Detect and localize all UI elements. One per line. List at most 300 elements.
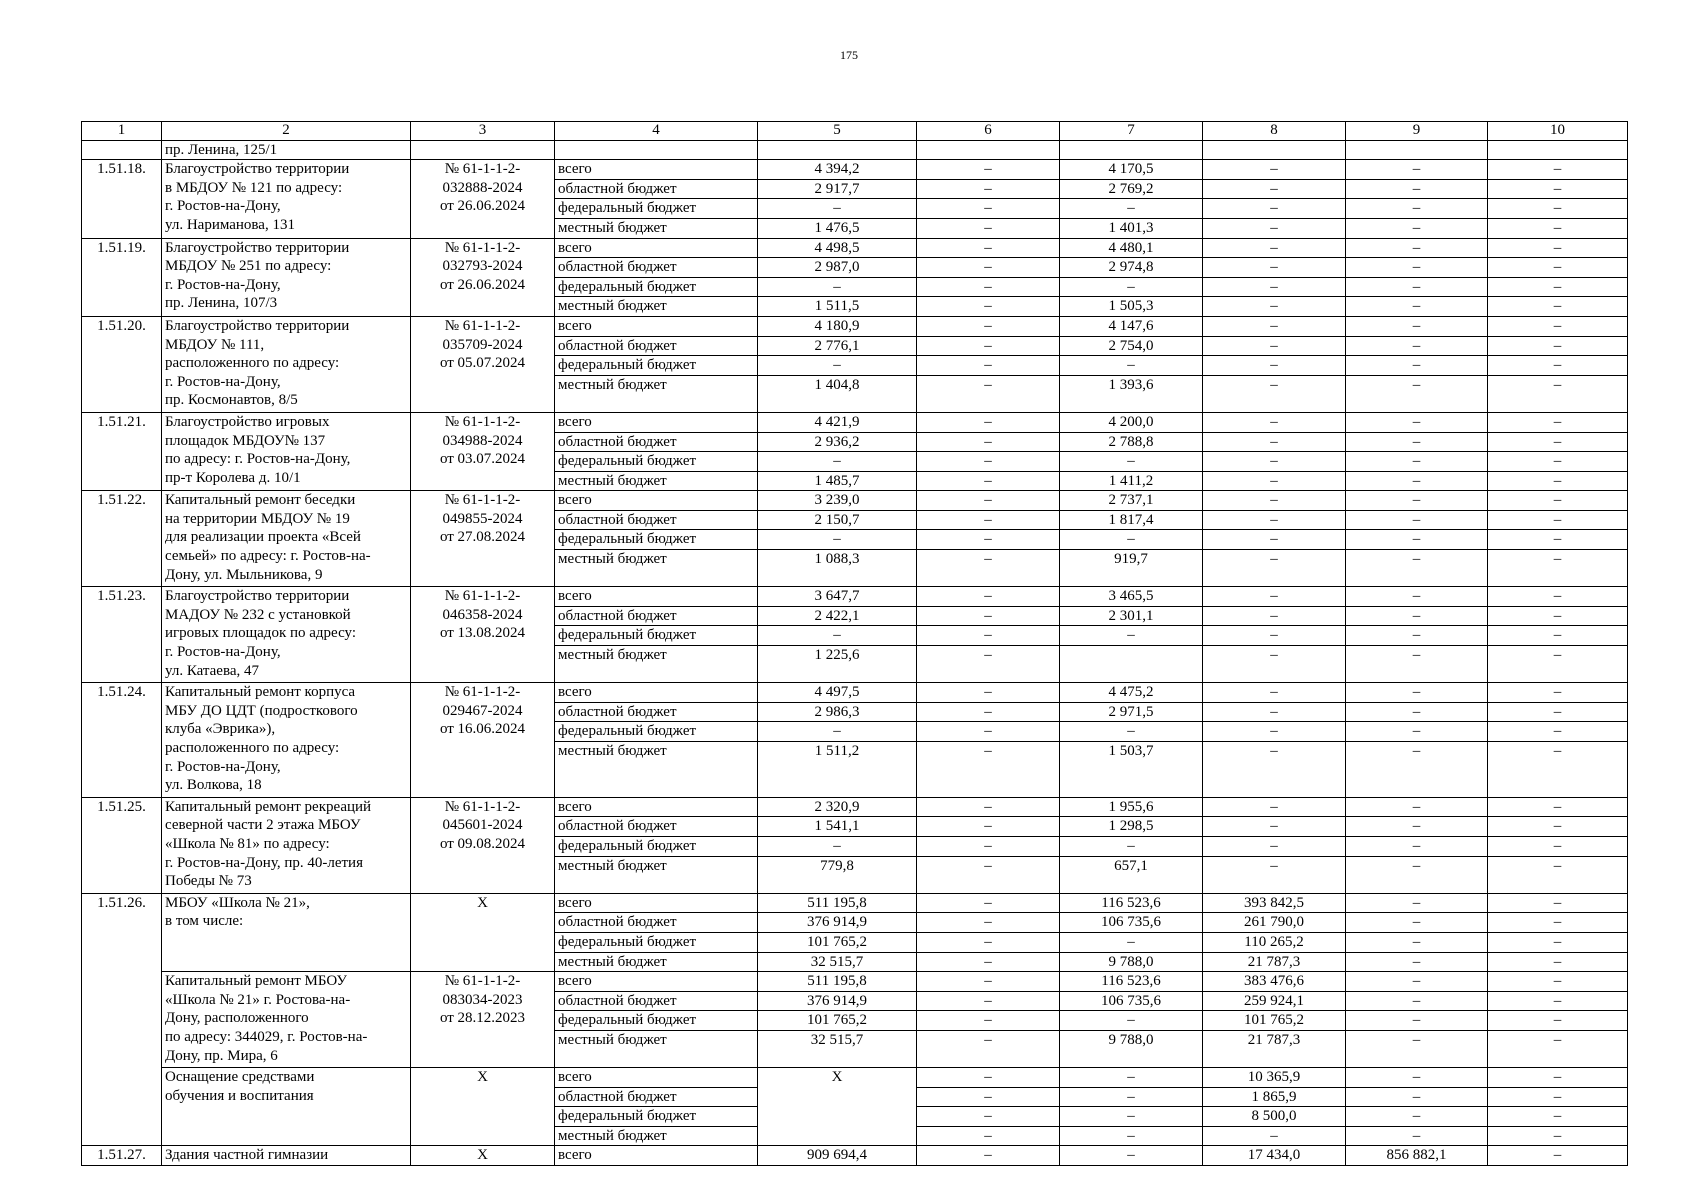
value-cell: 511 195,8 (758, 972, 917, 992)
value-cell: – (1346, 1068, 1488, 1088)
item-doc: № 61-1-1-2- 035709-2024 от 05.07.2024 (411, 316, 555, 412)
value-cell: – (917, 471, 1060, 491)
table-cell (555, 140, 758, 160)
budget-label: всего (555, 160, 758, 180)
value-cell: 383 476,6 (1203, 972, 1346, 992)
value-cell: – (1488, 1107, 1628, 1127)
value-cell: – (917, 238, 1060, 258)
value-cell: – (1346, 471, 1488, 491)
value-cell: 116 523,6 (1060, 972, 1203, 992)
value-cell: 1 865,9 (1203, 1087, 1346, 1107)
value-cell: – (917, 972, 1060, 992)
value-cell: – (1488, 1087, 1628, 1107)
item-name: Здания частной гимназии (162, 1146, 411, 1166)
value-cell: – (1346, 316, 1488, 336)
value-cell: 2 936,2 (758, 432, 917, 452)
value-cell: – (1346, 530, 1488, 550)
value-cell: 8 500,0 (1203, 1107, 1346, 1127)
value-cell: – (1488, 297, 1628, 317)
value-cell: – (1203, 797, 1346, 817)
value-cell: – (917, 1126, 1060, 1146)
value-cell: – (917, 550, 1060, 587)
value-cell: – (1346, 1126, 1488, 1146)
value-cell: 2 150,7 (758, 510, 917, 530)
value-cell: 4 421,9 (758, 412, 917, 432)
table-row (82, 160, 1628, 180)
value-cell: – (917, 606, 1060, 626)
value-cell: – (917, 297, 1060, 317)
value-cell: – (1203, 856, 1346, 893)
value-cell: – (917, 893, 1060, 913)
value-cell: – (1203, 702, 1346, 722)
value-cell: – (917, 1030, 1060, 1067)
value-cell: – (1203, 683, 1346, 703)
value-cell: – (1346, 626, 1488, 646)
value-cell: – (1203, 452, 1346, 472)
value-cell: – (1203, 530, 1346, 550)
item-number: 1.51.21. (82, 412, 162, 490)
value-cell: – (1346, 797, 1488, 817)
table-cell (82, 140, 162, 160)
value-cell: 1 401,3 (1060, 218, 1203, 238)
value-cell: – (758, 452, 917, 472)
value-cell: – (1203, 179, 1346, 199)
table-row (82, 683, 1628, 703)
value-cell: 657,1 (1060, 856, 1203, 893)
value-cell: 106 735,6 (1060, 913, 1203, 933)
item-doc: № 61-1-1-2- 032888-2024 от 26.06.2024 (411, 160, 555, 238)
table-row (82, 238, 1628, 258)
value-cell: – (917, 587, 1060, 607)
value-cell: 32 515,7 (758, 952, 917, 972)
value-cell: – (1060, 452, 1203, 472)
value-cell: – (1346, 1011, 1488, 1031)
value-cell: 4 200,0 (1060, 412, 1203, 432)
value-cell: – (1488, 722, 1628, 742)
value-cell: – (1346, 160, 1488, 180)
value-cell: 1 511,2 (758, 742, 917, 798)
value-cell: – (1488, 179, 1628, 199)
table-row (82, 1146, 1628, 1166)
budget-label: областной бюджет (555, 258, 758, 278)
value-cell: – (1203, 297, 1346, 317)
value-cell: – (1346, 452, 1488, 472)
item-name: МБОУ «Школа № 21», в том числе: (162, 893, 411, 971)
table-cell (758, 140, 917, 160)
value-cell: 779,8 (758, 856, 917, 893)
budget-label: местный бюджет (555, 952, 758, 972)
value-cell: – (1346, 1087, 1488, 1107)
item-number: 1.51.22. (82, 491, 162, 587)
value-cell: – (1060, 1126, 1203, 1146)
value-cell: – (1488, 160, 1628, 180)
value-cell: – (1203, 550, 1346, 587)
value-cell: – (1203, 606, 1346, 626)
item-number: 1.51.20. (82, 316, 162, 412)
value-cell: – (1203, 238, 1346, 258)
value-cell: – (1488, 432, 1628, 452)
item-name: Капитальный ремонт беседки на территории МБДОУ № 19 для реализации проекта «Всей семьей» по адресу: г. Ростов-на- Дону, ул. Мыльникова, 9 (162, 491, 411, 587)
value-cell: 106 735,6 (1060, 991, 1203, 1011)
budget-label: областной бюджет (555, 179, 758, 199)
budget-label: местный бюджет (555, 550, 758, 587)
item-name: Благоустройство территории МБДОУ № 251 по адресу: г. Ростов-на-Дону, пр. Ленина, 107/3 (162, 238, 411, 316)
value-cell: – (1060, 1068, 1203, 1088)
item-number: 1.51.24. (82, 683, 162, 798)
value-cell: 1 485,7 (758, 471, 917, 491)
column-header: 1 (82, 122, 162, 141)
value-cell: – (1060, 356, 1203, 376)
continuation-text: пр. Ленина, 125/1 (162, 140, 411, 160)
value-cell: – (1346, 646, 1488, 683)
value-cell: – (917, 432, 1060, 452)
value-cell: – (1488, 1126, 1628, 1146)
budget-label: федеральный бюджет (555, 836, 758, 856)
table-cell (411, 140, 555, 160)
value-cell: – (917, 1011, 1060, 1031)
value-cell: – (1488, 932, 1628, 952)
value-cell: – (917, 336, 1060, 356)
value-cell: 919,7 (1060, 550, 1203, 587)
budget-label: областной бюджет (555, 991, 758, 1011)
value-cell: – (1488, 817, 1628, 837)
value-cell: – (1060, 932, 1203, 952)
budget-label: местный бюджет (555, 218, 758, 238)
value-cell: 4 497,5 (758, 683, 917, 703)
value-cell: – (1346, 587, 1488, 607)
value-cell: – (1203, 587, 1346, 607)
value-cell: – (1488, 606, 1628, 626)
budget-label: всего (555, 412, 758, 432)
budget-label: местный бюджет (555, 297, 758, 317)
budget-label: федеральный бюджет (555, 452, 758, 472)
value-cell: – (1346, 952, 1488, 972)
value-cell: – (917, 412, 1060, 432)
value-cell: 2 737,1 (1060, 491, 1203, 511)
value-cell: – (1203, 258, 1346, 278)
value-cell: 101 765,2 (758, 932, 917, 952)
value-cell: – (917, 160, 1060, 180)
value-cell: – (1488, 1030, 1628, 1067)
item-number: 1.51.19. (82, 238, 162, 316)
value-cell: – (1488, 1068, 1628, 1088)
table-row (82, 893, 1628, 913)
subitem-name: Капитальный ремонт МБОУ «Школа № 21» г. Ростова-на- Дону, расположенного по адресу: 344029, г. Ростов-на- Дону, пр. Мира, 6 (162, 972, 411, 1068)
value-cell: – (758, 356, 917, 376)
value-cell: – (1203, 836, 1346, 856)
value-cell: 2 320,9 (758, 797, 917, 817)
value-cell: 101 765,2 (1203, 1011, 1346, 1031)
item-number: 1.51.26. (82, 893, 162, 1146)
value-cell: – (1488, 797, 1628, 817)
value-cell: – (1346, 722, 1488, 742)
value-cell: – (1203, 471, 1346, 491)
value-cell: – (1203, 199, 1346, 219)
value-cell: 2 986,3 (758, 702, 917, 722)
value-cell: 259 924,1 (1203, 991, 1346, 1011)
table-cell (1060, 140, 1203, 160)
value-cell: – (1346, 550, 1488, 587)
budget-label: областной бюджет (555, 336, 758, 356)
value-cell: – (1346, 991, 1488, 1011)
value-cell: – (1346, 683, 1488, 703)
budget-label: федеральный бюджет (555, 277, 758, 297)
value-cell: – (1346, 856, 1488, 893)
value-cell: – (1203, 742, 1346, 798)
budget-label: всего (555, 316, 758, 336)
value-cell: Х (758, 1068, 917, 1146)
value-cell: – (1346, 742, 1488, 798)
value-cell: 3 239,0 (758, 491, 917, 511)
table-cell (1346, 140, 1488, 160)
value-cell: – (758, 626, 917, 646)
column-header: 8 (1203, 122, 1346, 141)
page-number: 175 (840, 48, 858, 62)
value-cell: 4 180,9 (758, 316, 917, 336)
subitem-doc: № 61-1-1-2- 083034-2023 от 28.12.2023 (411, 972, 555, 1068)
item-doc: № 61-1-1-2- 045601-2024 от 09.08.2024 (411, 797, 555, 893)
value-cell: – (1488, 913, 1628, 933)
value-cell: 9 788,0 (1060, 1030, 1203, 1067)
continuation-row (82, 140, 1628, 160)
budget-label: федеральный бюджет (555, 932, 758, 952)
value-cell: – (1488, 1011, 1628, 1031)
table-row (82, 316, 1628, 336)
value-cell: 4 475,2 (1060, 683, 1203, 703)
value-cell: 110 265,2 (1203, 932, 1346, 952)
value-cell: – (917, 277, 1060, 297)
value-cell: – (1488, 991, 1628, 1011)
value-cell: – (1203, 722, 1346, 742)
value-cell: – (1060, 1087, 1203, 1107)
value-cell: – (917, 952, 1060, 972)
value-cell: – (1488, 550, 1628, 587)
value-cell: 3 465,5 (1060, 587, 1203, 607)
value-cell: – (917, 797, 1060, 817)
value-cell: – (1346, 1030, 1488, 1067)
value-cell: – (1346, 491, 1488, 511)
value-cell: 1 503,7 (1060, 742, 1203, 798)
item-number: 1.51.23. (82, 587, 162, 683)
value-cell: 511 195,8 (758, 893, 917, 913)
budget-label: всего (555, 1068, 758, 1088)
value-cell: – (1488, 510, 1628, 530)
value-cell: – (917, 510, 1060, 530)
value-cell: 4 147,6 (1060, 316, 1203, 336)
item-number: 1.51.25. (82, 797, 162, 893)
budget-label: всего (555, 238, 758, 258)
value-cell: – (917, 646, 1060, 683)
value-cell: 1 511,5 (758, 297, 917, 317)
value-cell: – (758, 277, 917, 297)
value-cell: 2 769,2 (1060, 179, 1203, 199)
header-row (82, 122, 1628, 141)
column-header: 6 (917, 122, 1060, 141)
budget-label: областной бюджет (555, 817, 758, 837)
budget-label: всего (555, 1146, 758, 1166)
table-row (82, 587, 1628, 607)
value-cell: – (1488, 530, 1628, 550)
item-number: 1.51.27. (82, 1146, 162, 1166)
value-cell: – (1346, 277, 1488, 297)
value-cell: 21 787,3 (1203, 1030, 1346, 1067)
column-header: 9 (1346, 122, 1488, 141)
budget-label: местный бюджет (555, 471, 758, 491)
value-cell: – (1488, 893, 1628, 913)
item-name: Благоустройство территории в МБДОУ № 121 по адресу: г. Ростов-на-Дону, ул. Нариманова, 131 (162, 160, 411, 238)
value-cell: – (1488, 277, 1628, 297)
item-doc: № 61-1-1-2- 029467-2024 от 16.06.2024 (411, 683, 555, 798)
value-cell: – (917, 530, 1060, 550)
value-cell: – (1488, 952, 1628, 972)
value-cell: 2 971,5 (1060, 702, 1203, 722)
value-cell: – (1488, 258, 1628, 278)
value-cell: – (1346, 836, 1488, 856)
value-cell: 1 505,3 (1060, 297, 1203, 317)
item-doc: Х (411, 1146, 555, 1166)
value-cell: – (758, 199, 917, 219)
value-cell: – (1488, 856, 1628, 893)
item-doc: Х (411, 893, 555, 971)
value-cell: 2 422,1 (758, 606, 917, 626)
item-number: 1.51.18. (82, 160, 162, 238)
budget-label: федеральный бюджет (555, 530, 758, 550)
value-cell: – (1346, 218, 1488, 238)
value-cell: – (917, 452, 1060, 472)
item-name: Капитальный ремонт корпуса МБУ ДО ЦДТ (подросткового клуба «Эврика»), расположенного по адресу: г. Ростов-на-Дону, ул. Волкова, 18 (162, 683, 411, 798)
value-cell: – (1203, 356, 1346, 376)
value-cell: – (1488, 218, 1628, 238)
value-cell: – (917, 856, 1060, 893)
value-cell: 856 882,1 (1346, 1146, 1488, 1166)
value-cell: 2 788,8 (1060, 432, 1203, 452)
value-cell: 4 480,1 (1060, 238, 1203, 258)
value-cell: – (758, 722, 917, 742)
value-cell: – (1488, 375, 1628, 412)
value-cell: 2 974,8 (1060, 258, 1203, 278)
value-cell: – (1346, 412, 1488, 432)
value-cell: 1 955,6 (1060, 797, 1203, 817)
budget-label: местный бюджет (555, 646, 758, 683)
budget-label: областной бюджет (555, 606, 758, 626)
item-name: Благоустройство территории МБДОУ № 111, расположенного по адресу: г. Ростов-на-Дону, пр. Космонавтов, 8/5 (162, 316, 411, 412)
item-doc: № 61-1-1-2- 046358-2024 от 13.08.2024 (411, 587, 555, 683)
subitem-doc: Х (411, 1068, 555, 1146)
budget-table (81, 121, 1628, 1166)
value-cell: 393 842,5 (1203, 893, 1346, 913)
value-cell: – (1488, 836, 1628, 856)
value-cell: 1 298,5 (1060, 817, 1203, 837)
value-cell: 1 088,3 (758, 550, 917, 587)
budget-label: федеральный бюджет (555, 626, 758, 646)
item-doc: № 61-1-1-2- 034988-2024 от 03.07.2024 (411, 412, 555, 490)
item-name: Капитальный ремонт рекреаций северной части 2 этажа МБОУ «Школа № 81» по адресу: г. Ростов-на-Дону, пр. 40-летия Победы № 73 (162, 797, 411, 893)
budget-label: федеральный бюджет (555, 356, 758, 376)
value-cell: 376 914,9 (758, 991, 917, 1011)
value-cell: – (1060, 530, 1203, 550)
value-cell: – (917, 742, 1060, 798)
value-cell: – (1203, 336, 1346, 356)
value-cell: 4 498,5 (758, 238, 917, 258)
table-row (82, 972, 1628, 992)
value-cell: – (917, 258, 1060, 278)
value-cell: – (917, 199, 1060, 219)
value-cell: 17 434,0 (1203, 1146, 1346, 1166)
table-cell (1488, 140, 1628, 160)
value-cell: – (917, 1146, 1060, 1166)
item-name: Благоустройство игровых площадок МБДОУ№ 137 по адресу: г. Ростов-на-Дону, пр-т Королева д. 10/1 (162, 412, 411, 490)
value-cell: – (1488, 199, 1628, 219)
budget-label: всего (555, 587, 758, 607)
value-cell: 2 754,0 (1060, 336, 1203, 356)
value-cell: 376 914,9 (758, 913, 917, 933)
value-cell: 2 917,7 (758, 179, 917, 199)
value-cell: – (1346, 375, 1488, 412)
value-cell: – (1346, 432, 1488, 452)
value-cell: – (1060, 1107, 1203, 1127)
value-cell: – (1346, 238, 1488, 258)
value-cell: – (1346, 1107, 1488, 1127)
value-cell: – (1203, 412, 1346, 432)
value-cell: – (1203, 316, 1346, 336)
value-cell: – (1203, 277, 1346, 297)
value-cell: – (1346, 606, 1488, 626)
value-cell: – (1060, 1146, 1203, 1166)
value-cell: – (1203, 626, 1346, 646)
item-name: Благоустройство территории МАДОУ № 232 с установкой игровых площадок по адресу: г. Ростов-на-Дону, ул. Катаева, 47 (162, 587, 411, 683)
value-cell: – (1488, 587, 1628, 607)
value-cell: – (917, 991, 1060, 1011)
value-cell: – (1488, 742, 1628, 798)
value-cell: – (1060, 277, 1203, 297)
value-cell: – (1060, 836, 1203, 856)
budget-label: областной бюджет (555, 432, 758, 452)
value-cell: – (758, 530, 917, 550)
value-cell: – (1488, 316, 1628, 336)
value-cell: 4 170,5 (1060, 160, 1203, 180)
value-cell: – (1488, 702, 1628, 722)
budget-label: областной бюджет (555, 913, 758, 933)
value-cell: – (917, 932, 1060, 952)
column-header: 5 (758, 122, 917, 141)
value-cell: – (1203, 491, 1346, 511)
value-cell: 1 541,1 (758, 817, 917, 837)
value-cell: – (1346, 510, 1488, 530)
value-cell: – (1346, 932, 1488, 952)
value-cell: – (1488, 471, 1628, 491)
value-cell: – (1203, 646, 1346, 683)
value-cell: – (917, 1107, 1060, 1127)
value-cell: – (1346, 297, 1488, 317)
value-cell: – (758, 836, 917, 856)
value-cell: – (1060, 199, 1203, 219)
budget-label: местный бюджет (555, 375, 758, 412)
value-cell: – (917, 316, 1060, 336)
value-cell: 1 404,8 (758, 375, 917, 412)
budget-label: федеральный бюджет (555, 1107, 758, 1127)
value-cell: – (917, 836, 1060, 856)
value-cell: 1 411,2 (1060, 471, 1203, 491)
value-cell: – (1346, 199, 1488, 219)
value-cell: – (917, 356, 1060, 376)
budget-label: федеральный бюджет (555, 1011, 758, 1031)
value-cell: – (1346, 258, 1488, 278)
column-header: 4 (555, 122, 758, 141)
table-row (82, 797, 1628, 817)
value-cell: 261 790,0 (1203, 913, 1346, 933)
value-cell: – (1346, 913, 1488, 933)
item-doc: № 61-1-1-2- 049855-2024 от 27.08.2024 (411, 491, 555, 587)
